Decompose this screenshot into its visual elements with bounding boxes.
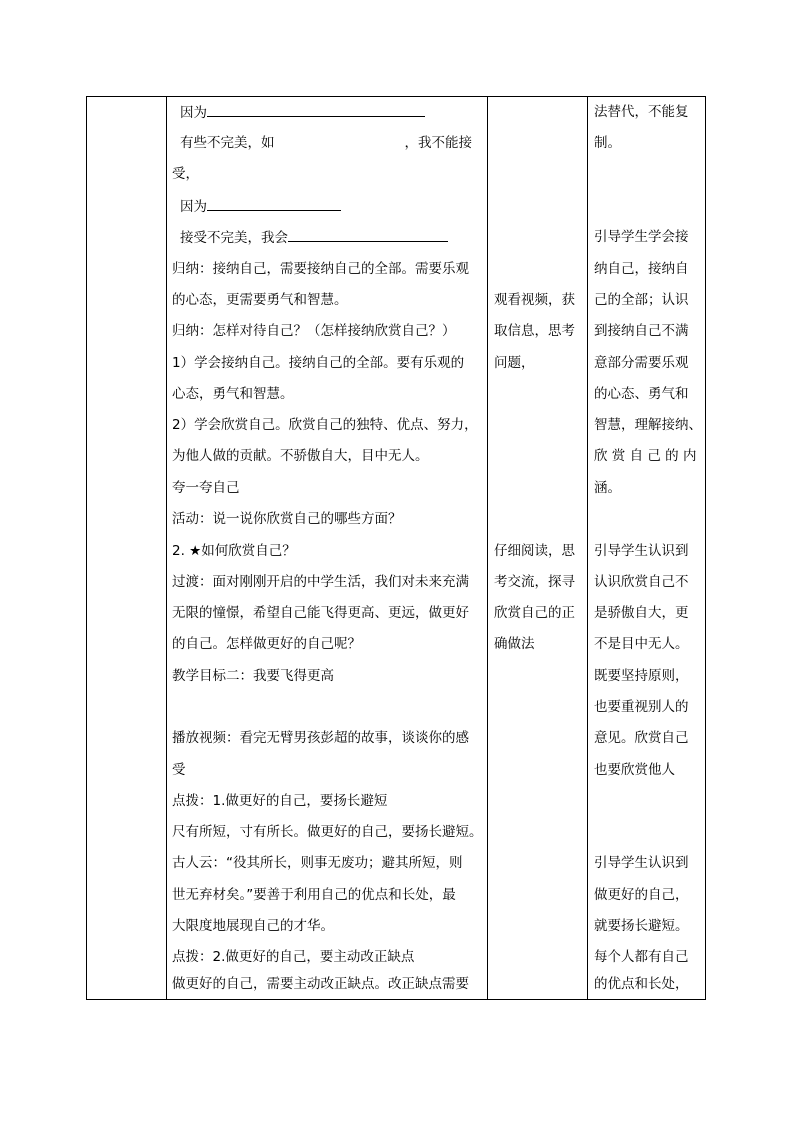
content-line: 接受不完美，我会 bbox=[180, 227, 448, 247]
intent-line: 纳自己，接纳自 bbox=[594, 261, 689, 277]
content-line: 的自己。怎样做更好的自己呢？ bbox=[172, 636, 361, 652]
intent-line: 的心态、勇气和 bbox=[594, 386, 689, 402]
content-line: 活动：说一说你欣赏自己的哪些方面？ bbox=[172, 511, 402, 527]
column-divider-2 bbox=[487, 96, 488, 1000]
content-line: 归纳：怎样对待自己？（怎样接纳欣赏自己？） bbox=[172, 323, 456, 339]
content-line: 尺有所短，寸有所长。做更好的自己，要扬长避短。 bbox=[172, 824, 483, 840]
intent-line: 引导学生认识到 bbox=[594, 543, 689, 559]
student-line: 观看视频，获 bbox=[494, 292, 575, 308]
content-line: 1）学会接纳自己。接纳自己的全部。要有乐观的 bbox=[172, 355, 465, 371]
intent-line: 既要坚持原则， bbox=[594, 668, 689, 684]
content-line: 因为 bbox=[180, 102, 425, 122]
content-line: 点拨：2.做更好的自己，要主动改正缺点 bbox=[172, 949, 415, 965]
content-line: 古人云：“役其所长，则事无废功；避其所短，则 bbox=[172, 855, 463, 871]
intent-line: 意见。欣赏自己 bbox=[594, 730, 689, 746]
intent-line: 也要重视别人的 bbox=[594, 699, 689, 715]
content-line: 教学目标二：我要飞得更高 bbox=[172, 668, 334, 684]
intent-line: 就要扬长避短。 bbox=[594, 918, 689, 934]
intent-line: 也要欣赏他人 bbox=[594, 762, 675, 778]
content-line: 世无弃材矣。”要善于利用自己的优点和长处，最 bbox=[172, 887, 456, 903]
student-line: 取信息，思考 bbox=[494, 323, 575, 339]
intent-line: 认识欣赏自己不 bbox=[594, 574, 689, 590]
intent-line: 引导学生认识到 bbox=[594, 855, 689, 871]
student-line: 仔细阅读，思 bbox=[494, 543, 575, 559]
content-line: 心态，勇气和智慧。 bbox=[172, 386, 294, 402]
column-divider-1 bbox=[166, 96, 167, 1000]
content-line: 无限的憧憬，希望自己能飞得更高、更远，做更好 bbox=[172, 605, 469, 621]
fill-in-blank bbox=[207, 196, 341, 211]
intent-line: 己的全部；认识 bbox=[594, 292, 689, 308]
content-line: 播放视频：看完无臂男孩彭超的故事，谈谈你的感 bbox=[172, 730, 469, 746]
student-line: 确做法 bbox=[494, 636, 535, 652]
intent-line: 意部分需要乐观 bbox=[594, 355, 689, 371]
content-line: 有些不完美，如 ，我不能接 bbox=[180, 135, 472, 151]
student-line: 问题， bbox=[494, 355, 535, 371]
fill-in-blank bbox=[288, 227, 448, 242]
intent-line: 智慧，理解接纳、 bbox=[594, 417, 702, 433]
content-line: 2）学会欣赏自己。欣赏自己的独特、优点、努力， bbox=[172, 417, 478, 433]
content-line: 夸一夸自己 bbox=[172, 480, 240, 496]
content-line: 归纳：接纳自己，需要接纳自己的全部。需要乐观 bbox=[172, 261, 469, 277]
content-line: 受， bbox=[172, 166, 199, 182]
student-line: 考交流，探寻 bbox=[494, 574, 575, 590]
intent-line: 引导学生学会接 bbox=[594, 229, 689, 245]
intent-line: 是骄傲自大，更 bbox=[594, 605, 689, 621]
content-line: 受 bbox=[172, 762, 186, 778]
content-line: 2. ★如何欣赏自己？ bbox=[172, 543, 296, 559]
content-line: 做更好的自己，需要主动改正缺点。改正缺点需要 bbox=[172, 976, 469, 992]
content-line: 为他人做的贡献。不骄傲自大，目中无人。 bbox=[172, 448, 429, 464]
intent-line: 的优点和长处， bbox=[594, 976, 689, 992]
intent-line: 涵。 bbox=[594, 480, 621, 496]
intent-line: 做更好的自己， bbox=[594, 887, 689, 903]
intent-line: 每个人都有自己 bbox=[594, 949, 689, 965]
intent-line: 到接纳自己不满 bbox=[594, 323, 689, 339]
intent-line: 不是目中无人。 bbox=[594, 636, 689, 652]
intent-line: 法替代，不能复 bbox=[594, 104, 689, 120]
content-line: 点拨：1.做更好的自己，要扬长避短 bbox=[172, 793, 388, 809]
fill-in-blank bbox=[207, 102, 425, 117]
content-line: 大限度地展现自己的才华。 bbox=[172, 918, 334, 934]
content-line: 的心态，更需要勇气和智慧。 bbox=[172, 292, 348, 308]
student-line: 欣赏自己的正 bbox=[494, 605, 575, 621]
content-line: 因为 bbox=[180, 196, 341, 216]
content-line: 过渡：面对刚刚开启的中学生活，我们对未来充满 bbox=[172, 574, 469, 590]
intent-line: 欣 赏 自 己 的 内 bbox=[594, 448, 697, 464]
intent-line: 制。 bbox=[594, 135, 621, 151]
column-divider-3 bbox=[587, 96, 588, 1000]
